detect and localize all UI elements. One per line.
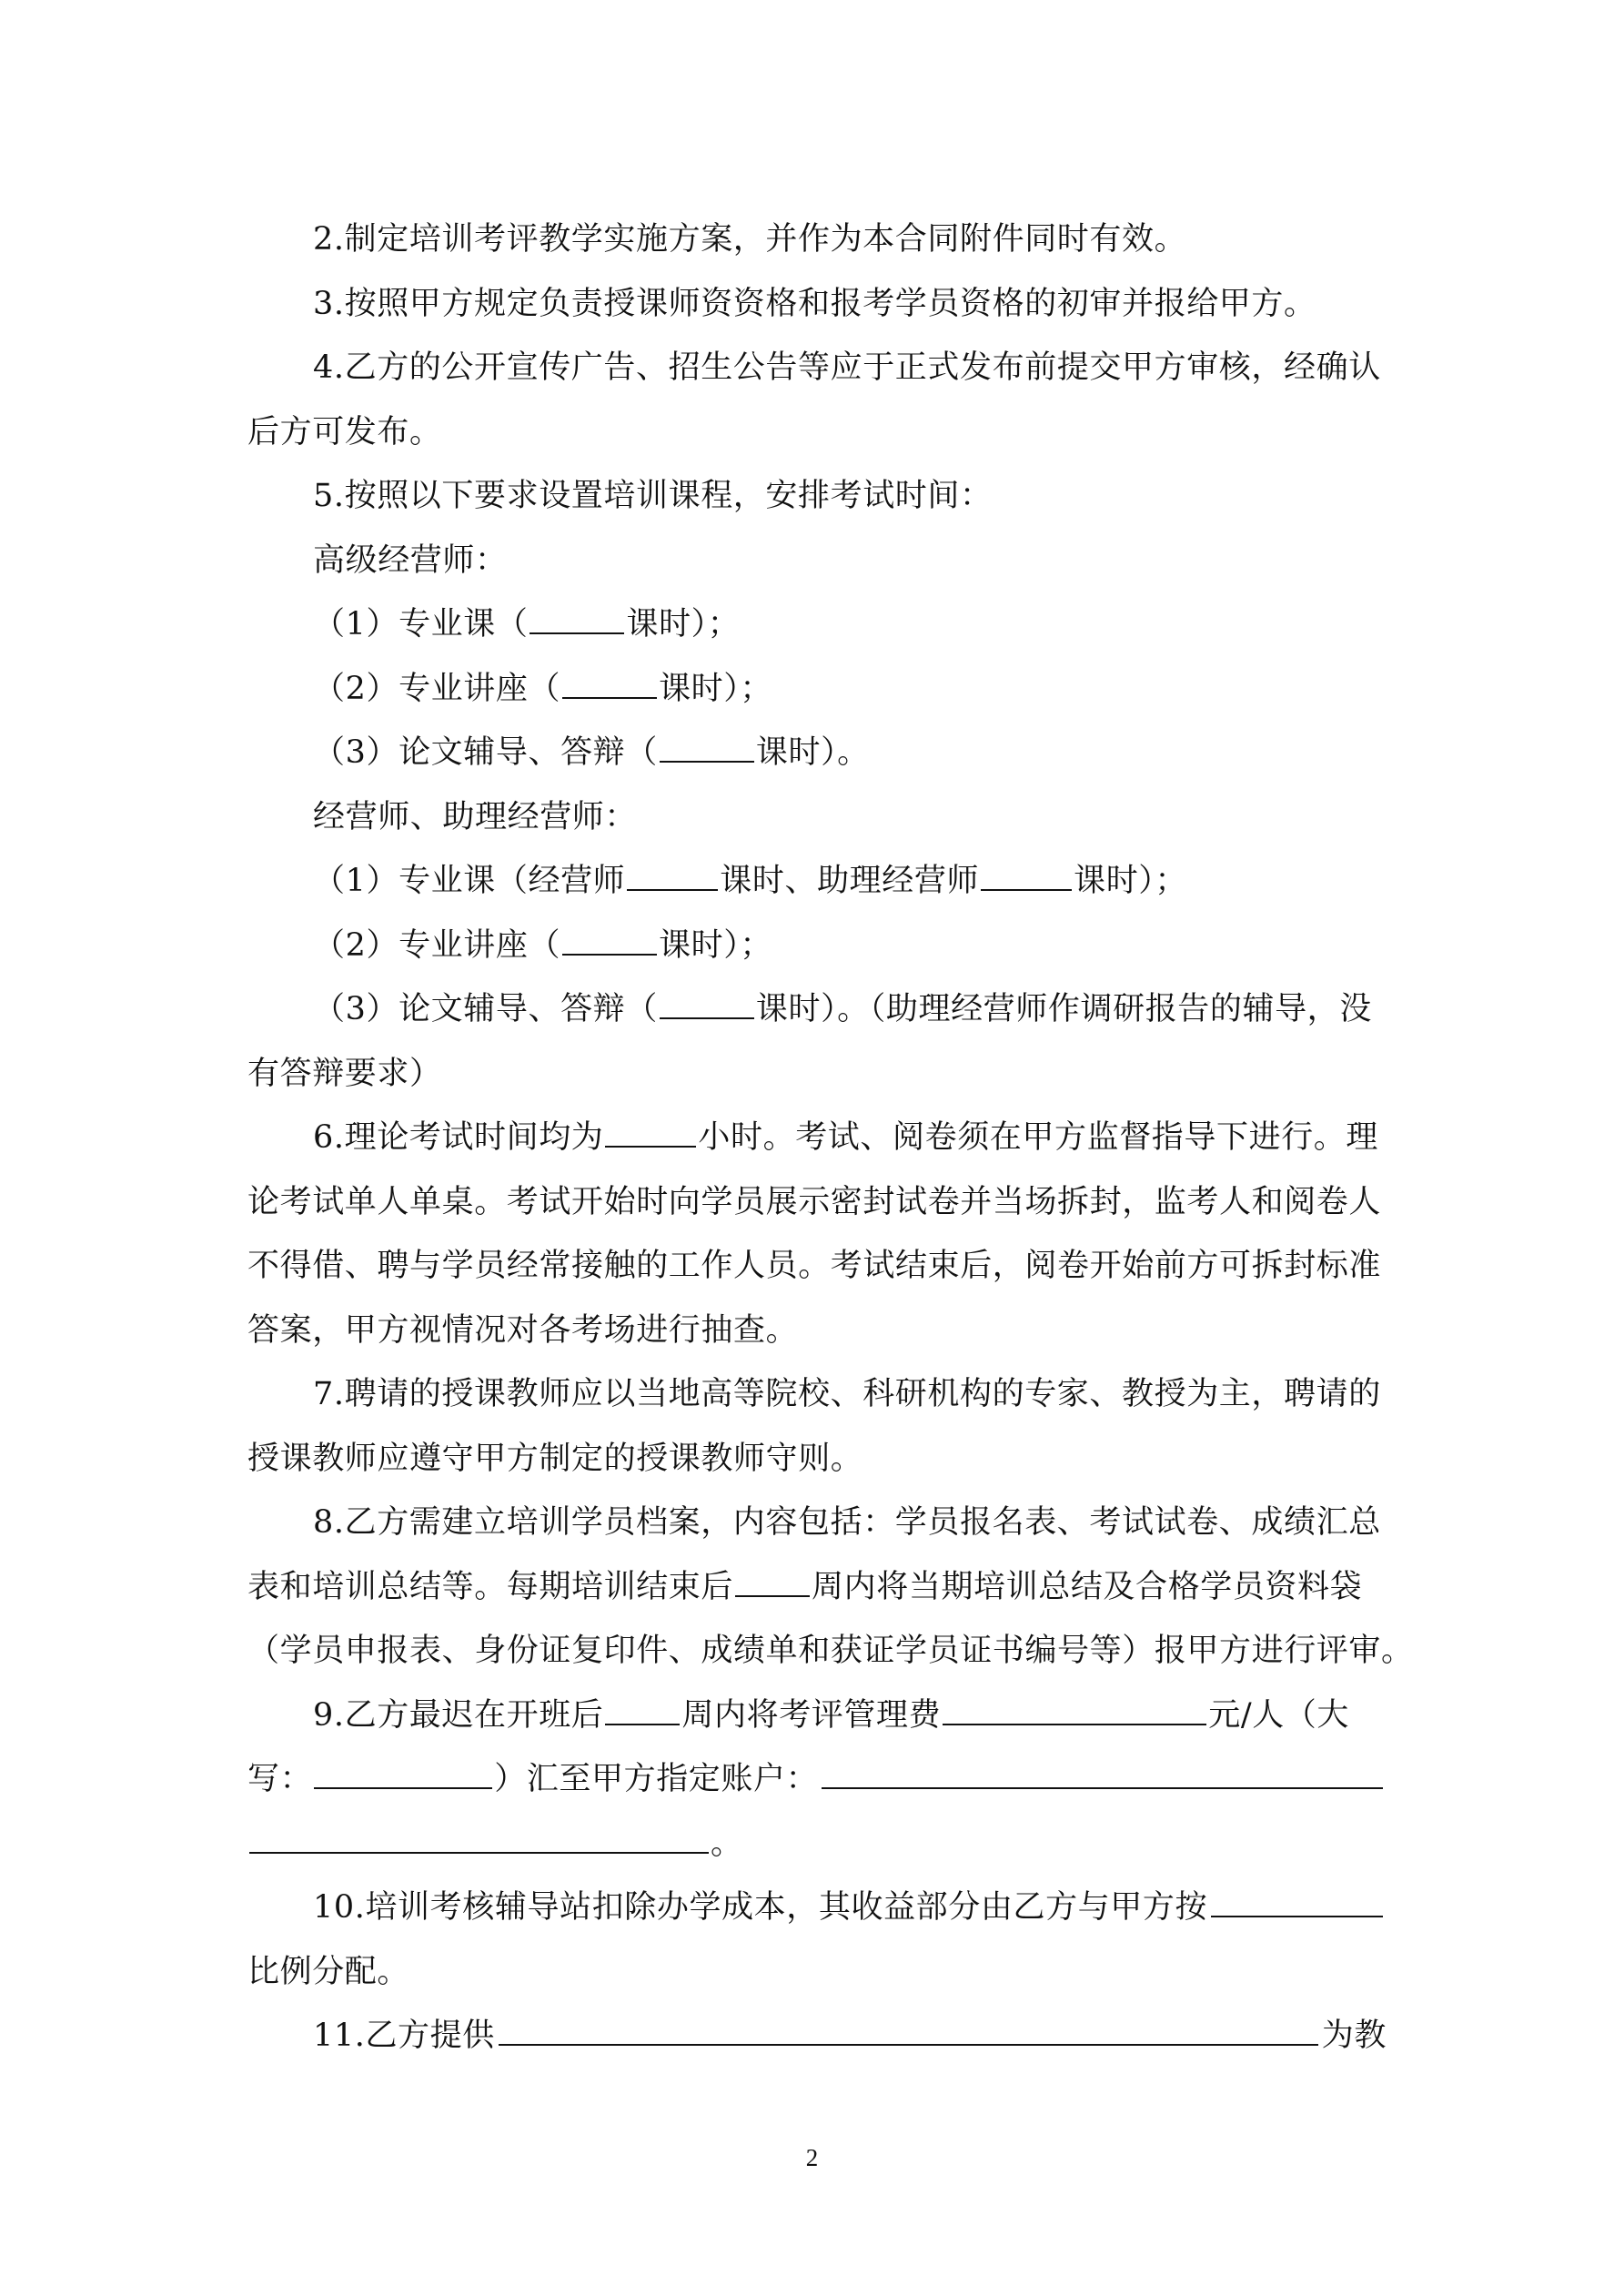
manager-thesis-note: 有答辩要求）: [247, 1055, 442, 1092]
clause-11-line-1: 11.乙方提供 为教: [313, 2018, 1387, 2054]
clause-10-line-1: 10.培训考核辅导站扣除办学成本，其收益部分由乙方与甲方按: [247, 1876, 1387, 1940]
summary-weeks-blank: [735, 1568, 810, 1597]
manager-course-hours-blank: [627, 862, 718, 891]
clause-8-line-2: 表和培训总结等。每期培训结束后 周内将当期培训总结及合格学员资料袋: [247, 1568, 1363, 1605]
senior-course-item: （1）专业课（ 课时）；: [313, 606, 741, 642]
clause-7-line-2: 授课教师应遵守甲方制定的授课教师守则。: [247, 1440, 863, 1477]
clause-9-line-2: 写： ）汇至甲方指定账户：: [247, 1747, 1387, 1812]
clause-9-line-3: 。: [247, 1812, 1387, 1876]
senior-lecture-item: （2）专业讲座（ 课时）；: [313, 670, 772, 707]
profit-ratio-blank: [1211, 1888, 1383, 1917]
clause-6-line-3: 不得借、聘与学员经常接触的工作人员。考试结束后，阅卷开始前方可拆封标准: [247, 1248, 1382, 1284]
document-body: [247, 207, 1414, 2068]
clause-3: 3.按照甲方规定负责授课师资资格和报考学员资格的初审并报给甲方。: [313, 285, 1316, 322]
page-number: 2: [805, 2144, 819, 2171]
provided-items-blank: [499, 2017, 1318, 2046]
manager-assistant-heading: 经营师、助理经营师：: [313, 798, 638, 835]
manager-lecture-hours-blank: [562, 926, 657, 956]
senior-lecture-hours-blank: [562, 670, 657, 699]
clause-5: 5.按照以下要求设置培训课程，安排考试时间：: [313, 478, 993, 514]
account-blank-line-2: [249, 1825, 709, 1854]
clause-7-line-1: 7.聘请的授课教师应以当地高等院校、科研机构的专家、教授为主，聘请的: [313, 1376, 1381, 1412]
fee-amount-blank: [943, 1696, 1206, 1725]
fee-weeks-blank: [605, 1696, 680, 1725]
clause-4-line-2: 后方可发布。: [247, 413, 442, 450]
clause-10-line-2: 比例分配。: [247, 1953, 410, 1990]
clause-2: 2.制定培训考评教学实施方案，并作为本合同附件同时有效。: [313, 221, 1187, 258]
clause-6-line-4: 答案，甲方视情况对各考场进行抽查。: [247, 1311, 799, 1349]
senior-thesis-hours-blank: [660, 733, 754, 763]
senior-thesis-item: （3）论文辅导、答辩（ 课时）。: [313, 734, 870, 771]
assistant-course-hours-blank: [981, 862, 1072, 891]
clause-6-line-2: 论考试单人单桌。考试开始时向学员展示密封试卷并当场拆封，监考人和阅卷人: [247, 1183, 1382, 1220]
manager-course-item: （1）专业课（经营师 课时、助理经营师 课时）；: [313, 863, 1187, 899]
account-blank-line-1: [822, 1760, 1383, 1789]
manager-thesis-hours-blank: [660, 990, 754, 1019]
exam-hours-blank: [605, 1118, 696, 1148]
clause-8-line-1: 8.乙方需建立培训学员档案，内容包括：学员报名表、考试试卷、成绩汇总: [313, 1504, 1381, 1541]
manager-lecture-item: （2）专业讲座（ 课时）；: [313, 926, 772, 964]
clause-9-line-1: 9.乙方最迟在开班后 周内将考评管理费 元/人（大: [313, 1696, 1350, 1734]
senior-manager-heading: 高级经营师：: [313, 541, 508, 579]
manager-thesis-item: （3）论文辅导、答辩（ 课时）。（助理经营师作调研报告的辅导，没: [313, 991, 1372, 1027]
clause-8-line-3: （学员申报表、身份证复印件、成绩单和获证学员证书编号等）报甲方进行评审。: [247, 1633, 1414, 1669]
fee-amount-words-blank: [314, 1760, 492, 1789]
clause-4-line-1: 4.乙方的公开宣传广告、招生公告等应于正式发布前提交甲方审核，经确认: [313, 349, 1381, 386]
senior-course-hours-blank: [530, 605, 624, 634]
clause-6-line-1: 6.理论考试时间均为 小时。考试、阅卷须在甲方监督指导下进行。理: [313, 1119, 1379, 1156]
